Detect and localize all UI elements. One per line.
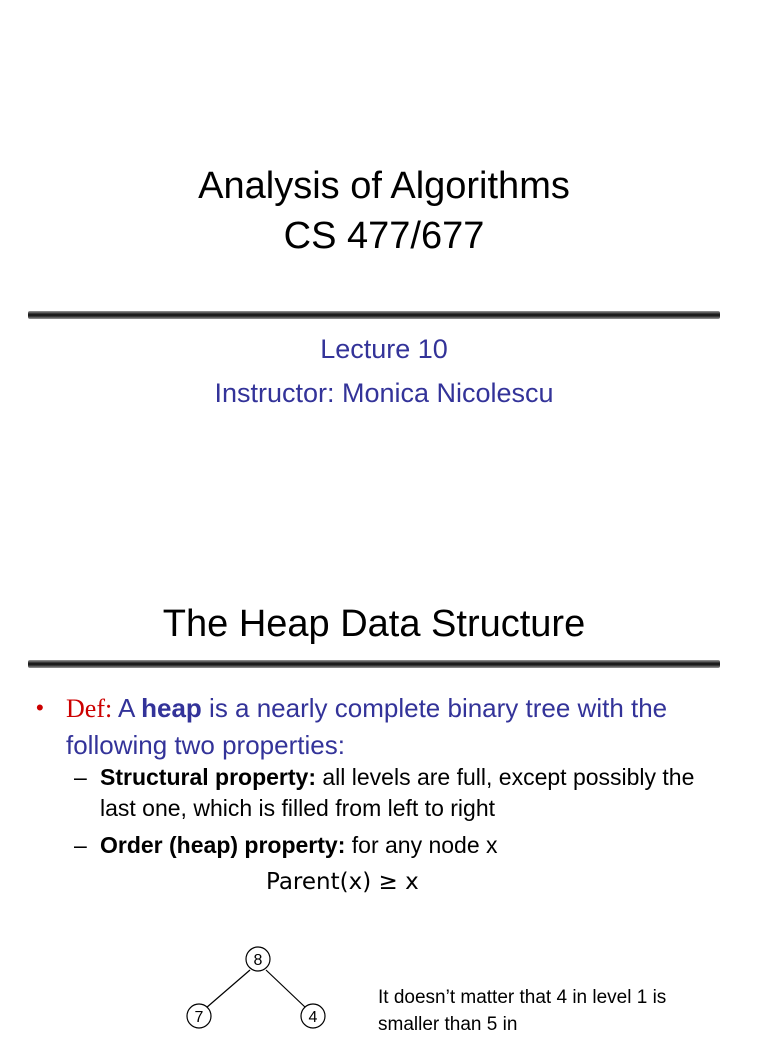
slide1-title-line1: Analysis of Algorithms [198,165,570,207]
heap-tree-diagram [170,940,340,1030]
order-property-text [100,830,734,861]
tree-note: It doesn’t matter that 4 in level 1 is smaller than 5 in [378,987,667,1035]
heap-term: heap [141,693,202,723]
order-property-item [74,830,734,861]
def-label: Def: [66,694,113,723]
title-divider [28,311,720,319]
def-text-post: is a nearly complete binary tree with the following two properties: [66,693,668,760]
slide2-title: The Heap Data Structure [162,603,586,645]
tree-node-left-label: 7 [194,1009,204,1026]
structural-property-text [100,762,734,824]
lecture-label: Lecture 10 [320,334,448,364]
structural-property-desc: all levels are full, except possibly the last one, which is filled from left to right [100,764,695,821]
slide1-title-line2: CS 477/677 [283,215,485,257]
order-property-label: Order (heap) property: [100,832,346,858]
order-property-desc: for any node x [345,832,498,858]
heap-order-formula: Parent(x) ≥ x [266,869,419,895]
tree-edge-right [266,970,306,1008]
instructor-label: Instructor: Monica Nicolescu [214,378,554,408]
definition-bullet [36,690,736,763]
structural-property-label: Structural property: [100,764,316,790]
dash-marker: – [74,832,87,858]
tree-node-right-label: 4 [308,1009,318,1026]
dash-marker: – [74,764,87,790]
tree-edge-left [206,970,250,1008]
slide2-title-divider [28,660,720,668]
structural-property-item [74,762,734,824]
bullet-marker: • [36,695,44,720]
def-text-pre: A [112,693,142,723]
definition-text [66,690,736,763]
tree-node-root-label: 8 [253,952,263,969]
